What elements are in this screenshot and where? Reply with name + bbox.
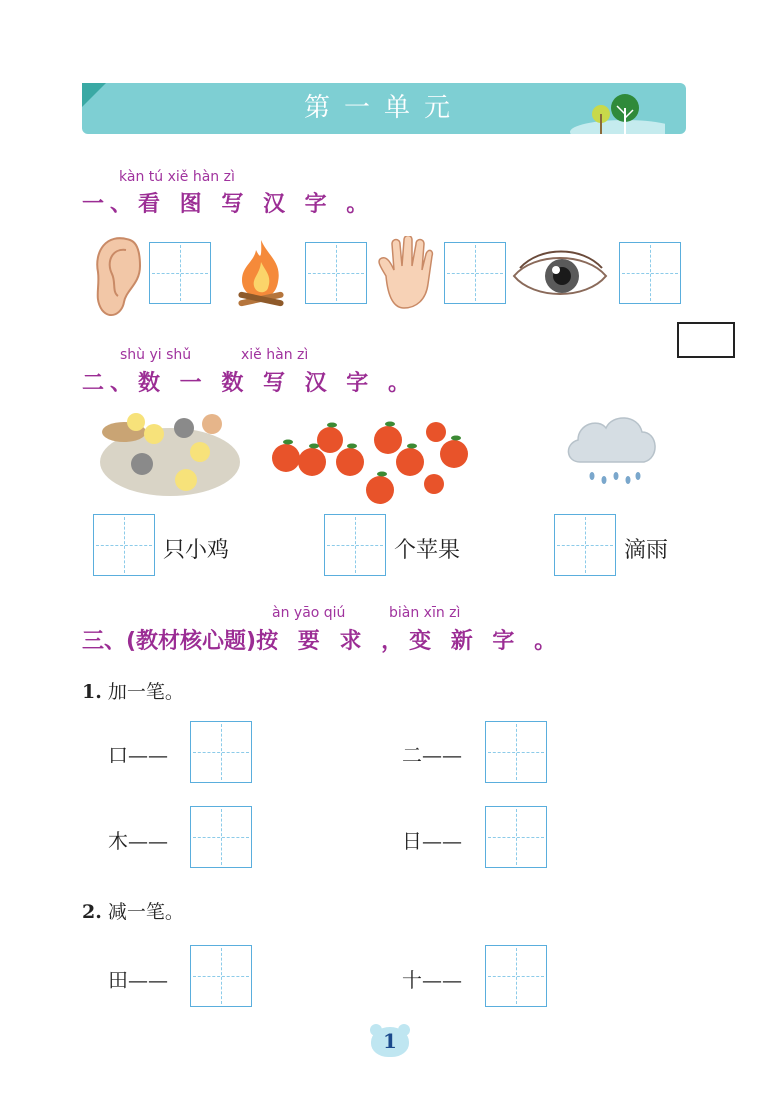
part1-number: 1.: [82, 681, 102, 703]
part2-title: [82, 897, 184, 924]
remove-stroke-stem-2: 十——: [402, 968, 462, 992]
add-stroke-stem-4: 日——: [402, 829, 462, 853]
section2-title: 二、数 一 数 写 汉 字 。: [82, 371, 416, 396]
rain-cloud-picture-icon: [562, 408, 662, 492]
tree-decoration-icon: [555, 88, 665, 134]
remove-stroke-box-1[interactable]: [190, 945, 252, 1007]
fire-picture-icon: [230, 236, 292, 312]
answer-box-4[interactable]: [619, 242, 681, 304]
remove-stroke-stem-1: 田——: [108, 968, 168, 992]
section3-pinyin-b: biàn xīn zì: [389, 605, 461, 621]
score-box[interactable]: [677, 322, 735, 358]
ear-picture-icon: [90, 232, 146, 318]
count-label-chicks: 只小鸡: [163, 538, 230, 563]
section1-pinyin: kàn tú xiě hàn zì: [119, 169, 235, 185]
add-stroke-box-2[interactable]: [485, 721, 547, 783]
answer-box-3[interactable]: [444, 242, 506, 304]
apples-picture-icon: [268, 410, 478, 506]
add-stroke-box-1[interactable]: [190, 721, 252, 783]
add-stroke-stem-2: 二——: [402, 743, 462, 767]
section3-pinyin-a: àn yāo qiú: [272, 605, 346, 621]
section2-pinyin-a: shù yi shǔ: [120, 347, 192, 363]
add-stroke-stem-1: 口——: [108, 743, 168, 767]
answer-box-2[interactable]: [305, 242, 367, 304]
add-stroke-stem-3: 木——: [108, 829, 168, 853]
part1-title: [82, 677, 184, 704]
count-label-apples: 个苹果: [394, 538, 461, 563]
section1-title: 一、看 图 写 汉 字 。: [82, 192, 375, 217]
add-stroke-box-3[interactable]: [190, 806, 252, 868]
part1-title-text: 加一笔。: [107, 681, 184, 703]
count-box-apples[interactable]: [324, 514, 386, 576]
section3-prefix: 三、(教材核心题): [82, 629, 257, 654]
section3-title: [82, 624, 562, 655]
part2-title-text: 减一笔。: [107, 901, 184, 923]
chicks-picture-icon: [98, 400, 240, 500]
remove-stroke-box-2[interactable]: [485, 945, 547, 1007]
eye-picture-icon: [510, 246, 610, 306]
count-box-chicks[interactable]: [93, 514, 155, 576]
part2-number: 2.: [82, 901, 102, 923]
section2-pinyin-b: xiě hàn zì: [241, 347, 309, 363]
hand-picture-icon: [372, 236, 434, 312]
section3-title-text: 按 要 求 ，变 新 字 。: [256, 629, 563, 654]
count-box-rain[interactable]: [554, 514, 616, 576]
page-number: 1: [383, 1029, 397, 1053]
count-label-rain: 滴雨: [624, 538, 669, 563]
unit-title: 第一单元: [303, 93, 464, 123]
answer-box-1[interactable]: [149, 242, 211, 304]
add-stroke-box-4[interactable]: [485, 806, 547, 868]
